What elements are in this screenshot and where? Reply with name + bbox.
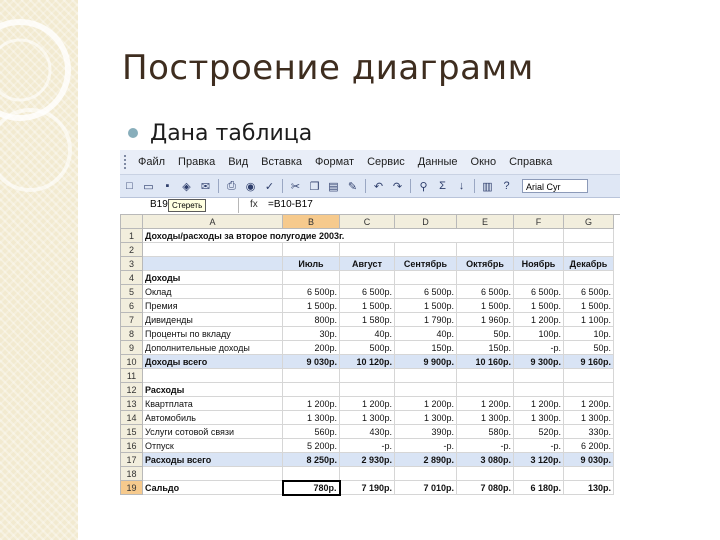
copy-icon[interactable]: ❐ [309,180,320,193]
cell-g2[interactable] [564,243,614,257]
toolbar-separator [410,179,411,193]
cell-c10[interactable]: 10 120р. [340,355,395,369]
cell-b7[interactable]: 800р. [283,313,340,327]
cell-g14[interactable]: 1 300р. [564,411,614,425]
row-header[interactable]: 12 [121,383,143,397]
cell-d4[interactable] [395,271,457,285]
table-row [121,425,614,439]
row-header[interactable]: 1 [121,229,143,243]
cell-e12[interactable] [457,383,514,397]
help-icon[interactable]: ? [503,180,510,192]
row-header[interactable]: 14 [121,411,143,425]
cell-c15[interactable]: 430р. [340,425,395,439]
excel-window [120,150,620,520]
cell-f13[interactable]: 1 200р. [514,397,564,411]
grip-handle[interactable] [124,155,132,169]
cell-b14[interactable]: 1 300р. [283,411,340,425]
cell-c2[interactable] [340,243,395,257]
cell-b8[interactable]: 30р. [283,327,340,341]
cell-b19[interactable]: 780р. [283,481,340,495]
table-row [121,355,614,369]
row-header[interactable]: 11 [121,369,143,383]
cell-d19[interactable]: 7 010р. [395,481,457,495]
cell-d9[interactable]: 150р. [395,341,457,355]
cell-a2[interactable] [143,243,283,257]
table-row [121,243,614,257]
cell-d2[interactable] [395,243,457,257]
cell-d7[interactable]: 1 790р. [395,313,457,327]
select-all-corner[interactable] [121,215,143,229]
cell-b4[interactable] [283,271,340,285]
row-header[interactable]: 4 [121,271,143,285]
cell-g3[interactable]: Декабрь [564,257,614,271]
cell-g19[interactable]: 130р. [564,481,614,495]
cell-a1[interactable]: Доходы/расходы за второе полугодие 2003г. [143,229,514,243]
cell-b17[interactable]: 8 250р. [283,453,340,467]
menu-data[interactable]: Данные [417,156,458,168]
name-box-value: B19 [150,199,168,210]
cell-d12[interactable] [395,383,457,397]
cell-e18[interactable] [457,467,514,481]
row-header[interactable]: 18 [121,467,143,481]
cell-f10[interactable]: 9 300р. [514,355,564,369]
column-header-d[interactable]: D [395,215,457,229]
cell-g13[interactable]: 1 200р. [564,397,614,411]
format-painter-icon[interactable]: ✎ [347,180,358,193]
cell-e3[interactable]: Октябрь [457,257,514,271]
chart-wizard-icon[interactable]: ▥ [482,180,493,193]
cell-f17[interactable]: 3 120р. [514,453,564,467]
formula-input[interactable]: =B10-B17 [268,199,313,210]
column-header-f[interactable]: F [514,215,564,229]
cell-a8[interactable]: Проценты по вкладу [143,327,283,341]
cell-f15[interactable]: 520р. [514,425,564,439]
cell-e19[interactable]: 7 080р. [457,481,514,495]
cell-c16[interactable]: -р. [340,439,395,453]
cell-d6[interactable]: 1 500р. [395,299,457,313]
cell-d18[interactable] [395,467,457,481]
cell-b3[interactable]: Июль [283,257,340,271]
cell-a17[interactable]: Расходы всего [143,453,283,467]
cell-e2[interactable] [457,243,514,257]
bullet-text: Дана таблица [150,121,313,146]
cell-b15[interactable]: 560р. [283,425,340,439]
menu-view[interactable]: Вид [228,156,249,168]
cell-f9[interactable]: -р. [514,341,564,355]
row-header[interactable]: 19 [121,481,143,495]
cell-b18[interactable] [283,467,340,481]
cell-d8[interactable]: 40р. [395,327,457,341]
table-row [121,397,614,411]
cell-f11[interactable] [514,369,564,383]
slide-title: Построение диаграмм [122,48,534,88]
cell-b5[interactable]: 6 500р. [283,285,340,299]
hyperlink-icon[interactable]: ⚲ [419,180,428,193]
toolbar-separator [365,179,366,193]
cell-d11[interactable] [395,369,457,383]
cell-a14[interactable]: Автомобиль [143,411,283,425]
row-header[interactable]: 10 [121,355,143,369]
table-row [121,257,614,271]
cell-e17[interactable]: 3 080р. [457,453,514,467]
menu-edit[interactable]: Правка [178,156,216,168]
cell-c17[interactable]: 2 930р. [340,453,395,467]
cell-a10[interactable]: Доходы всего [143,355,283,369]
table-row [121,467,614,481]
menu-file[interactable]: Файл [138,156,166,168]
tooltip-clear: Стереть [168,199,206,212]
cell-e10[interactable]: 10 160р. [457,355,514,369]
cell-a15[interactable]: Услуги сотовой связи [143,425,283,439]
row-header[interactable]: 16 [121,439,143,453]
row-header[interactable]: 7 [121,313,143,327]
cell-f4[interactable] [514,271,564,285]
bullet-dot-icon [128,128,138,138]
cell-e7[interactable]: 1 960р. [457,313,514,327]
cell-e6[interactable]: 1 500р. [457,299,514,313]
cell-f3[interactable]: Ноябрь [514,257,564,271]
cell-a9[interactable]: Дополнительные доходы [143,341,283,355]
cell-c5[interactable]: 6 500р. [340,285,395,299]
cell-b6[interactable]: 1 500р. [283,299,340,313]
cell-g6[interactable]: 1 500р. [564,299,614,313]
email-icon[interactable]: ✉ [200,180,211,193]
cell-f2[interactable] [514,243,564,257]
cell-f16[interactable]: -р. [514,439,564,453]
toolbar-separator [282,179,283,193]
cell-g1[interactable] [564,229,614,243]
cell-f8[interactable]: 100р. [514,327,564,341]
cell-c7[interactable]: 1 580р. [340,313,395,327]
save-icon[interactable]: ▪ [165,180,170,192]
cell-b13[interactable]: 1 200р. [283,397,340,411]
column-header-b[interactable]: B [283,215,340,229]
table-row [121,411,614,425]
cell-e16[interactable]: -р. [457,439,514,453]
cut-icon[interactable]: ✂ [290,180,301,193]
row-header[interactable]: 17 [121,453,143,467]
fx-icon[interactable]: fx [250,199,258,210]
cell-d15[interactable]: 390р. [395,425,457,439]
cell-c12[interactable] [340,383,395,397]
cell-e4[interactable] [457,271,514,285]
menu-window[interactable]: Окно [470,156,497,168]
cell-d10[interactable]: 9 900р. [395,355,457,369]
cell-d13[interactable]: 1 200р. [395,397,457,411]
formula-bar [120,198,620,215]
row-header[interactable]: 3 [121,257,143,271]
cell-g15[interactable]: 330р. [564,425,614,439]
table-row [121,327,614,341]
cell-g12[interactable] [564,383,614,397]
undo-icon[interactable]: ↶ [373,180,384,193]
decorative-swirl [0,0,78,220]
print-icon[interactable]: ⎙ [227,179,236,192]
font-name-box[interactable]: Arial Cyr [522,179,588,193]
cell-g17[interactable]: 9 030р. [564,453,614,467]
cell-a4[interactable]: Доходы [143,271,283,285]
cell-a12[interactable]: Расходы [143,383,283,397]
new-icon[interactable]: □ [126,180,133,192]
table-row [121,369,614,383]
cell-d14[interactable]: 1 300р. [395,411,457,425]
row-header[interactable]: 2 [121,243,143,257]
cell-b9[interactable]: 200р. [283,341,340,355]
cell-d3[interactable]: Сентябрь [395,257,457,271]
standard-toolbar [120,175,620,198]
row-header[interactable]: 5 [121,285,143,299]
cell-c3[interactable]: Август [340,257,395,271]
cell-g7[interactable]: 1 100р. [564,313,614,327]
cell-a7[interactable]: Дивиденды [143,313,283,327]
cell-c19[interactable]: 7 190р. [340,481,395,495]
spelling-icon[interactable]: ✓ [264,180,275,193]
row-header[interactable]: 8 [121,327,143,341]
cell-a11[interactable] [143,369,283,383]
cell-e8[interactable]: 50р. [457,327,514,341]
column-header-e[interactable]: E [457,215,514,229]
menu-format[interactable]: Формат [315,156,355,168]
preview-icon[interactable]: ◉ [245,180,256,193]
paste-icon[interactable]: ▤ [328,180,339,193]
cell-c18[interactable] [340,467,395,481]
cell-a5[interactable]: Оклад [143,285,283,299]
cell-b12[interactable] [283,383,340,397]
row-header[interactable]: 15 [121,425,143,439]
menu-tools[interactable]: Сервис [367,156,405,168]
name-box[interactable] [120,198,239,213]
cell-e5[interactable]: 6 500р. [457,285,514,299]
spreadsheet-grid [120,214,614,496]
cell-f19[interactable]: 6 180р. [514,481,564,495]
cell-b11[interactable] [283,369,340,383]
cell-e11[interactable] [457,369,514,383]
cell-g4[interactable] [564,271,614,285]
toolbar-separator [474,179,475,193]
cell-d16[interactable]: -р. [395,439,457,453]
cell-a19[interactable]: Сальдо [143,481,283,495]
cell-b10[interactable]: 9 030р. [283,355,340,369]
column-header-g[interactable]: G [564,215,614,229]
cell-e9[interactable]: 150р. [457,341,514,355]
cell-a18[interactable] [143,467,283,481]
cell-a6[interactable]: Премия [143,299,283,313]
cell-f18[interactable] [514,467,564,481]
cell-c4[interactable] [340,271,395,285]
cell-g18[interactable] [564,467,614,481]
redo-icon[interactable]: ↷ [392,180,403,193]
cell-c8[interactable]: 40р. [340,327,395,341]
cell-a13[interactable]: Квартплата [143,397,283,411]
sort-asc-icon[interactable]: ↓ [458,180,465,192]
table-row [121,313,614,327]
cell-f5[interactable]: 6 500р. [514,285,564,299]
cell-c11[interactable] [340,369,395,383]
cell-g5[interactable]: 6 500р. [564,285,614,299]
cell-a3[interactable] [143,257,283,271]
column-header-a[interactable]: A [143,215,283,229]
table-row [121,439,614,453]
cell-g11[interactable] [564,369,614,383]
cell-g16[interactable]: 6 200р. [564,439,614,453]
cell-a16[interactable]: Отпуск [143,439,283,453]
cell-e14[interactable]: 1 300р. [457,411,514,425]
cell-b16[interactable]: 5 200р. [283,439,340,453]
table-row [121,481,614,495]
cell-c6[interactable]: 1 500р. [340,299,395,313]
row-header[interactable]: 13 [121,397,143,411]
menu-insert[interactable]: Вставка [261,156,303,168]
table-row [121,271,614,285]
toolbar-separator [218,179,219,193]
table-row [121,299,614,313]
cell-f7[interactable]: 1 200р. [514,313,564,327]
cell-e15[interactable]: 580р. [457,425,514,439]
autosum-icon[interactable]: Σ [439,180,446,192]
menu-help[interactable]: Справка [509,156,553,168]
cell-c9[interactable]: 500р. [340,341,395,355]
cell-b2[interactable] [283,243,340,257]
table-row [121,341,614,355]
cell-g10[interactable]: 9 160р. [564,355,614,369]
menu-bar [120,150,620,175]
table-row [121,383,614,397]
cell-c14[interactable]: 1 300р. [340,411,395,425]
cell-d5[interactable]: 6 500р. [395,285,457,299]
row-header[interactable]: 9 [121,341,143,355]
cell-f14[interactable]: 1 300р. [514,411,564,425]
table-row [121,453,614,467]
cell-g9[interactable]: 50р. [564,341,614,355]
permission-icon[interactable]: ◈ [182,180,191,193]
cell-g8[interactable]: 10р. [564,327,614,341]
column-header-c[interactable]: C [340,215,395,229]
open-icon[interactable]: ▭ [143,180,154,193]
cell-e13[interactable]: 1 200р. [457,397,514,411]
cell-f6[interactable]: 1 500р. [514,299,564,313]
table-row [121,229,614,243]
table-row [121,285,614,299]
cell-f1[interactable] [514,229,564,243]
cell-c13[interactable]: 1 200р. [340,397,395,411]
cell-d17[interactable]: 2 890р. [395,453,457,467]
cell-f12[interactable] [514,383,564,397]
row-header[interactable]: 6 [121,299,143,313]
